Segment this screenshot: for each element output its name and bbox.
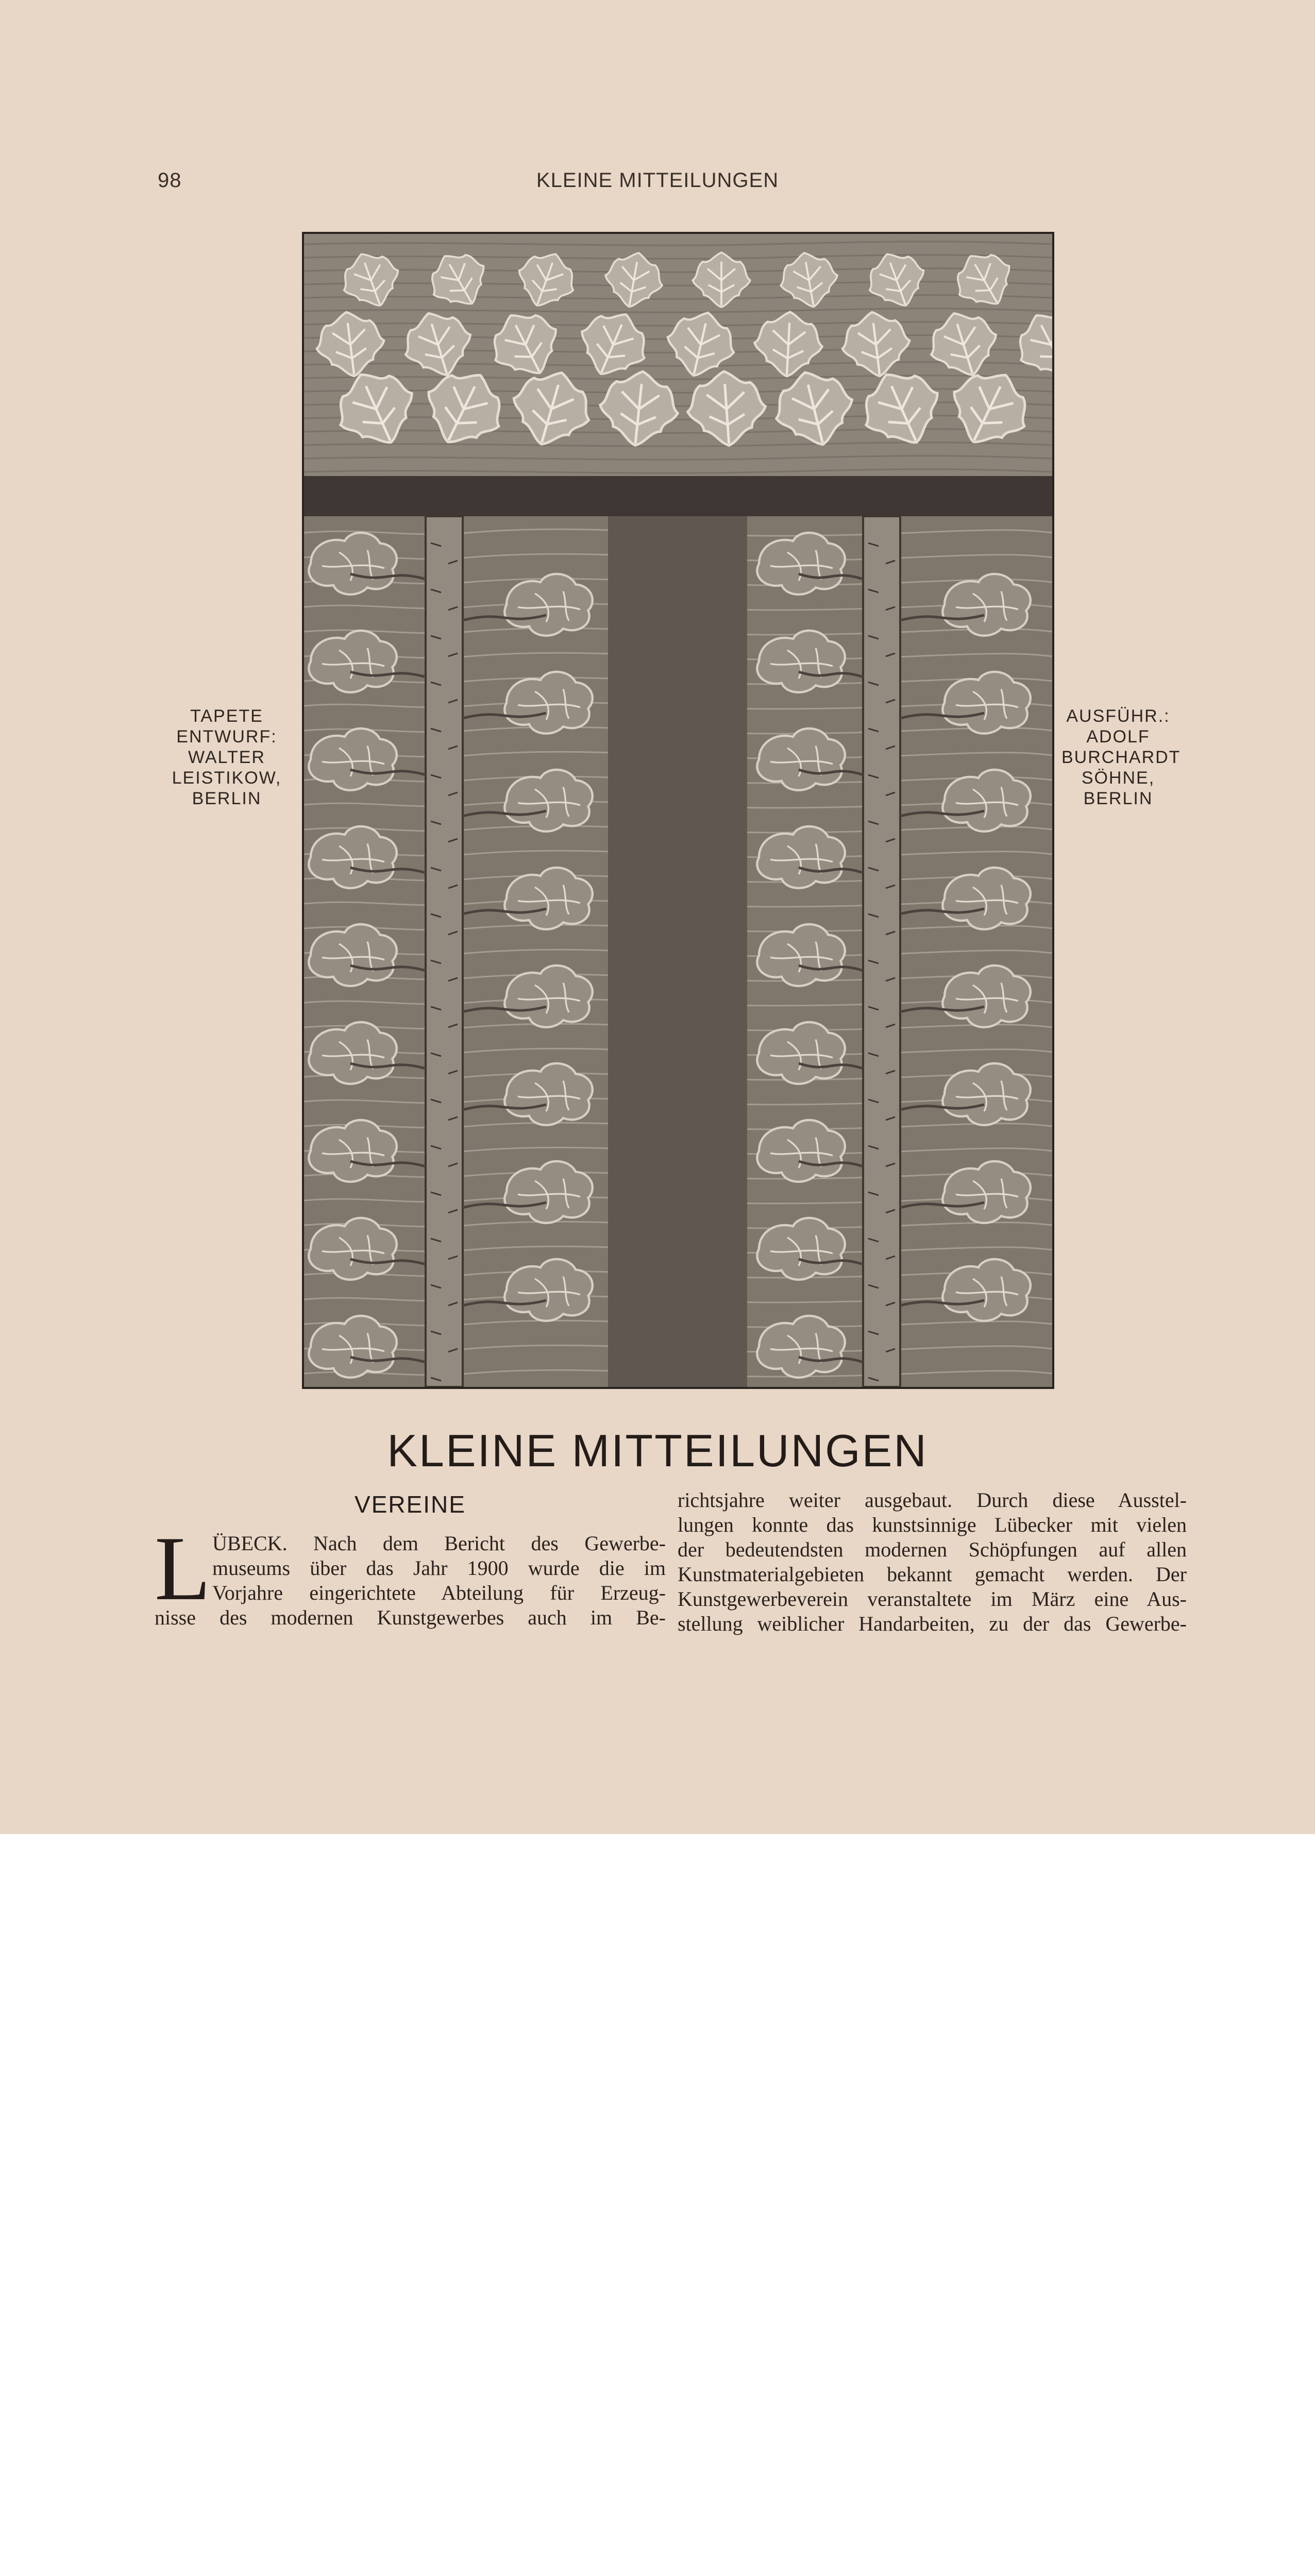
- text-line: der bedeutendsten modernen Schöpfungen auf allen: [678, 1538, 1187, 1561]
- plate-caption-left: [155, 706, 299, 809]
- running-title: KLEINE MITTEILUNGEN: [536, 169, 779, 192]
- text-line: stellung weiblicher Handarbeiten, zu der das Gewerbe-: [678, 1612, 1187, 1635]
- subsection-heading: VEREINE: [355, 1491, 466, 1518]
- caption-line: TAPETE: [190, 706, 263, 726]
- plate-caption-right: [1061, 706, 1181, 809]
- text-line: museums über das Jahr 1900 wurde die im: [212, 1556, 666, 1580]
- text-line: nisse des modernen Kunstgewerbes auch im Be-: [155, 1606, 666, 1629]
- wallpaper-plate: [302, 232, 1054, 1389]
- caption-line: ENTWURF:: [176, 727, 277, 747]
- text-line: Kunstgewerbeverein veranstaltete im März eine Aus-: [678, 1587, 1187, 1611]
- drop-cap: L: [155, 1517, 211, 1619]
- wallpaper-illustration: [304, 234, 1052, 1387]
- caption-line: AUSFÜHR.:: [1066, 706, 1170, 726]
- caption-line: WALTER: [188, 748, 265, 767]
- text-line: Vorjahre eingerichtete Abteilung für Erzeug-: [212, 1581, 666, 1604]
- caption-line: BERLIN: [192, 789, 262, 808]
- caption-line: BURCHARDT: [1061, 748, 1181, 767]
- text-column-left: [155, 1531, 666, 1630]
- text-line: ÜBECK. Nach dem Bericht des Gewerbe-: [212, 1532, 666, 1555]
- text-line: richtsjahre weiter ausgebaut. Durch diese Ausstel-: [678, 1488, 1187, 1512]
- caption-line: LEISTIKOW,: [172, 768, 282, 788]
- section-title: KLEINE MITTEILUNGEN: [387, 1425, 928, 1476]
- text-column-right: [678, 1488, 1187, 1636]
- caption-line: BERLIN: [1083, 789, 1153, 808]
- caption-line: ADOLF: [1086, 727, 1150, 747]
- text-line: Kunstmaterialgebieten bekannt gemacht werden. Der: [678, 1563, 1187, 1586]
- text-line: lungen konnte das kunstsinnige Lübecker mit vielen: [678, 1513, 1187, 1536]
- page-number: 98: [158, 169, 182, 192]
- digitization-footer: [0, 1834, 1315, 1928]
- caption-line: SÖHNE,: [1081, 768, 1155, 788]
